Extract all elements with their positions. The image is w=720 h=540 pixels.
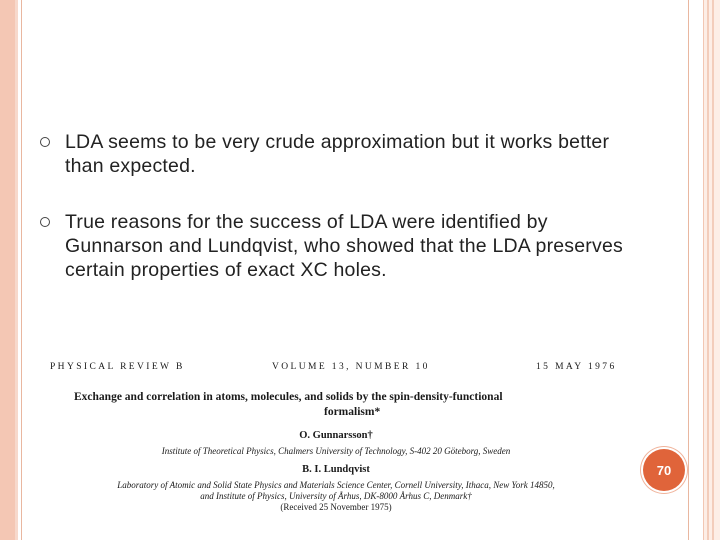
bullet-item	[40, 130, 640, 178]
affiliation-cornell: Laboratory of Atomic and Solid State Physics and Materials Science Center, Cornell University, Ithaca, New York 14850,	[117, 480, 555, 490]
journal-date: 15 MAY 1976	[536, 362, 617, 372]
paper-title-line1: Exchange and correlation in atoms, molecules, and solids by the spin-density-functional	[74, 391, 503, 403]
circle-bullet-icon	[40, 137, 50, 147]
paper-title	[74, 390, 594, 420]
received-date: (Received 25 November 1975)	[280, 502, 392, 512]
author-gunnarsson: O. Gunnarsson†	[299, 430, 373, 441]
circle-bullet-icon	[40, 217, 50, 227]
paper-title-line2: formalism*	[324, 406, 381, 418]
journal-header	[50, 362, 617, 376]
bullet-text: True reasons for the success of LDA were identified by Gunnarson and Lundqvist, who showed that the LDA preserves certain properties of exact XC holes.	[65, 211, 623, 281]
journal-name: PHYSICAL REVIEW B	[50, 362, 185, 372]
paper-header-image	[46, 358, 616, 518]
page-number-badge: 70	[643, 449, 685, 491]
journal-volume: VOLUME 13, NUMBER 10	[272, 362, 430, 372]
bullet-text: LDA seems to be very crude approximation but it works better than expected.	[65, 131, 610, 177]
left-decorative-band	[0, 0, 15, 540]
author-lundqvist: B. I. Lundqvist	[302, 464, 370, 475]
affiliation-chalmers: Institute of Theoretical Physics, Chalmers University of Technology, S-402 20 Göteborg, Sweden	[161, 446, 511, 456]
bullet-item	[40, 210, 640, 282]
affiliation-aarhus: and Institute of Physics, University of Århus, DK-8000 Århus C, Denmark†	[200, 491, 472, 501]
bullet-list	[40, 130, 640, 314]
right-decorative-band	[703, 0, 720, 540]
